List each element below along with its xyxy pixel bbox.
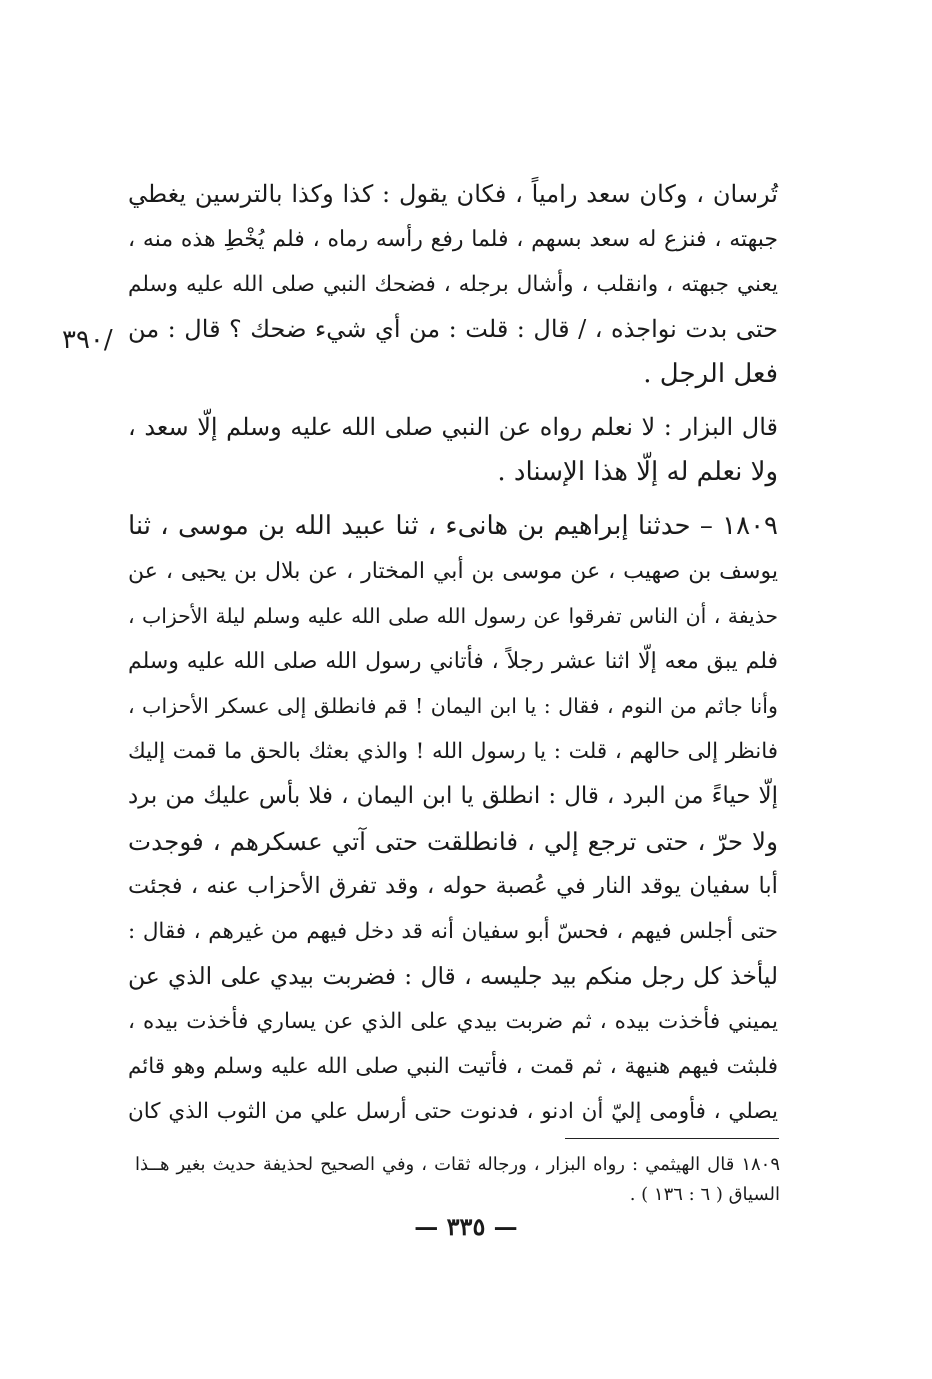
text-line: حتى أجلس فيهم ، فحسّ أبو سفيان أنه قد دخل فيهم من غيرهم ، فقال : bbox=[128, 919, 778, 944]
footnote-divider bbox=[565, 1138, 779, 1139]
text-line: ليأخذ كل رجل منكم بيد جليسه ، قال : فضربت بيدي على الذي عن bbox=[128, 963, 778, 990]
text-line: جبهته ، فنزع له سعد بسهم ، فلما رفع رأسه رماه ، فلم يُخْطِ هذه منه ، bbox=[128, 227, 778, 252]
text-line: فانظر إلى حالهم ، قلت : يا رسول الله ! والذي بعثك بالحق ما قمت إليك bbox=[128, 739, 778, 764]
text-line: يوسف بن صهيب ، عن موسى بن أبي المختار ، عن بلال بن يحيى ، عن bbox=[128, 559, 779, 584]
text-line: تُرسان ، وكان سعد رامياً ، فكان يقول : كذا وكذا بالترسين يغطي bbox=[128, 180, 778, 208]
text-line: ١٨٠٩ – حدثنا إبراهيم بن هانىء ، ثنا عبيد الله بن موسى ، ثنا bbox=[128, 511, 778, 541]
paragraph-hadith-1809 bbox=[128, 504, 778, 1134]
text-line: يعني جبهته ، وانقلب ، وأشال برجله ، فضحك النبي صلى الله عليه وسلم bbox=[128, 272, 778, 297]
text-line: ولا نعلم له إلّا هذا الإسناد . bbox=[497, 457, 778, 487]
text-line: فلبثت فيهم هنيهة ، ثم قمت ، فأتيت النبي صلى الله عليه وسلم وهو قائم bbox=[128, 1054, 778, 1079]
text-line: يصلي ، فأومى إليّ أن ادنو ، فدنوت حتى أرسل علي من الثوب الذي كان bbox=[128, 1099, 778, 1124]
text-line: فعل الرجل . bbox=[643, 359, 778, 389]
text-line: فلم يبق معه إلّا اثنا عشر رجلاً ، فأتاني رسول الله صلى الله عليه وسلم bbox=[128, 649, 778, 674]
page-number: — ٣٣٥ — bbox=[414, 1212, 518, 1241]
text-line: قال البزار : لا نعلم رواه عن النبي صلى الله عليه وسلم إلّا سعد ، bbox=[128, 413, 778, 441]
paragraph-bazzar-comment bbox=[128, 405, 778, 495]
footnote-line: السياق ( ٦ : ١٣٦ ) . bbox=[629, 1184, 780, 1205]
text-line: يميني فأخذت بيده ، ثم ضربت بيدي على الذي عن يساري فأخذت بيده ، bbox=[128, 1009, 778, 1034]
text-line: إلّا حياءً من البرد ، قال : انطلق يا ابن اليمان ، فلا بأس عليك من برد bbox=[128, 783, 778, 809]
text-line: حذيفة ، أن الناس تفرقوا عن رسول الله صلى الله عليه وسلم ليلة الأحزاب ، bbox=[128, 604, 778, 628]
text-line: وأنا جاثم من النوم ، فقال : يا ابن اليمان ! قم فانطلق إلى عسكر الأحزاب ، bbox=[128, 694, 778, 718]
text-line: ولا حرّ ، حتى ترجع إلي ، فانطلقت حتى آتي عسكرهم ، فوجدت bbox=[128, 827, 778, 856]
text-line: حتى بدت نواجذه ، / قال : قلت : من أي شيء ضحك ؟ قال : من bbox=[128, 315, 778, 343]
manuscript-folio-marker: /٣٩٠ bbox=[62, 325, 113, 355]
footnote bbox=[135, 1150, 780, 1210]
footnote-line: ١٨٠٩ قال الهيثمي : رواه البزار ، ورجاله ثقات ، وفي الصحيح لحذيفة حديث بغير هــذا bbox=[135, 1154, 780, 1175]
paragraph-continuation bbox=[128, 172, 778, 397]
text-line: أبا سفيان يوقد النار في عُصبة حوله ، وقد تفرق الأحزاب عنه ، فجئت bbox=[128, 873, 778, 899]
